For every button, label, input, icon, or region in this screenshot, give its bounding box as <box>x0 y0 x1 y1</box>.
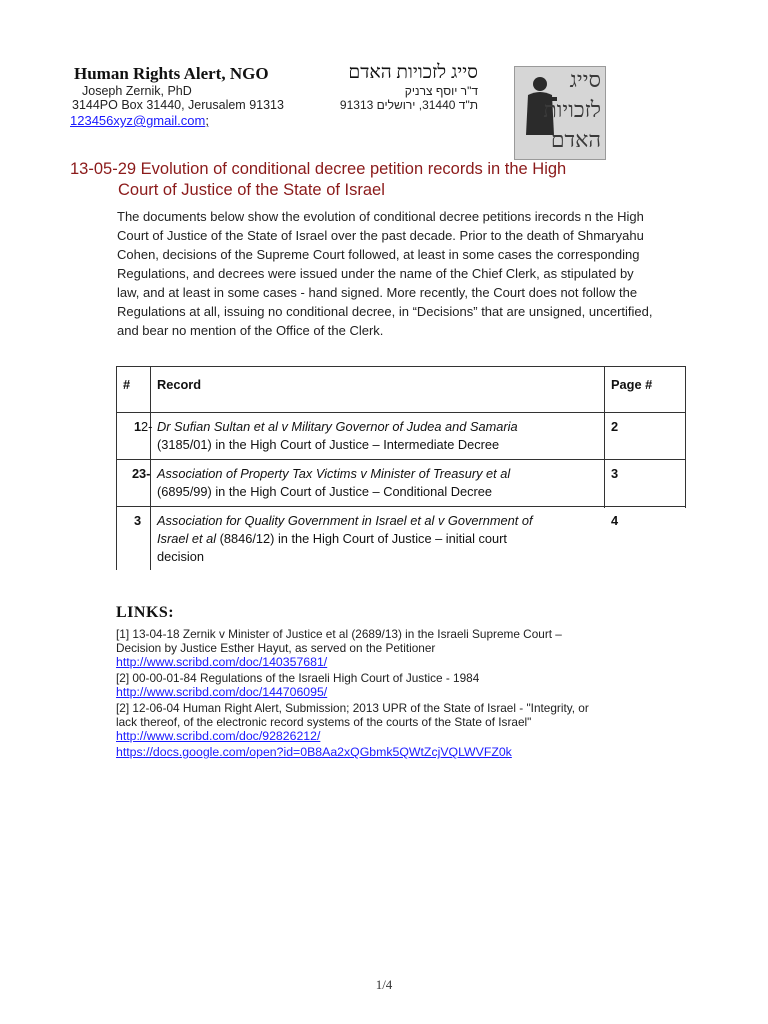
title-line-1: 13-05-29 Evolution of conditional decree petition records in the High <box>70 160 567 178</box>
table-row <box>157 418 597 454</box>
row-1-title: Dr Sufian Sultan et al v Military Governor of Judea and Samaria <box>157 419 518 434</box>
document-title <box>70 159 630 201</box>
col-header-num: # <box>123 377 131 392</box>
org-logo <box>514 66 606 160</box>
logo-line-3: האדם <box>550 128 601 153</box>
author-name-en: Joseph Zernik, PhD <box>82 84 192 98</box>
row-2-detail: (6895/99) in the High Court of Justice – Conditional Decree <box>157 484 493 499</box>
logo-line-2: לזכויות <box>543 98 601 123</box>
col-header-page: Page # <box>611 377 653 392</box>
row-3-detail-line3: decision <box>157 549 204 564</box>
address-en: 3144PO Box 31440, Jerusalem 91313 <box>72 98 284 112</box>
link-3-text-line2: lack thereof, of the electronic record systems of the courts of the State of Israel" <box>116 715 532 729</box>
link-2-url[interactable]: http://www.scribd.com/doc/144706095/ <box>116 685 328 699</box>
email-address[interactable]: 123456xyz@gmail.com <box>70 113 206 128</box>
link-4-url[interactable]: https://docs.google.com/open?id=0B8Aa2xQGbmk5QWtZcjVQLWVFZ0k <box>116 745 512 759</box>
table-row <box>157 512 597 566</box>
table-row <box>157 465 597 501</box>
author-name-he: ד"ר יוסף צרניק <box>404 84 478 98</box>
row-2-overlap: 3- <box>139 466 151 481</box>
intro-paragraph: The documents below show the evolution of conditional decree petitions irecords n the High Court of Justice of the State of Israel over the past decade. Prior to the death of Shmaryahu Cohen, decisions of the Supreme Court followed, at least in some cases the corresponding Regulations, and decrees were issued under the name of the Chief Clerk, as stipulated by law, and at least in some cases - hand signed. More recently, the Court does not follow the Regulations at all, issuing no conditional decree, in “Decisions” that are unsigned, uncertified, and bear no mention of the Office of the Clerk. <box>117 209 653 338</box>
email-link[interactable] <box>70 113 209 128</box>
records-table <box>116 366 686 570</box>
row-2-page: 3 <box>611 466 619 481</box>
links-heading: LINKS: <box>116 604 175 621</box>
row-3-num: 3 <box>134 513 142 528</box>
link-1-url[interactable]: http://www.scribd.com/doc/140357681/ <box>116 655 328 669</box>
row-3-title-line1: Association for Quality Government in Israel et al v Government of <box>157 513 533 528</box>
col-header-record: Record <box>157 377 202 392</box>
link-1-text-line2: Decision by Justice Esther Hayut, as served on the Petitioner <box>116 641 436 655</box>
link-2-text: [2] 00-00-01-84 Regulations of the Israeli High Court of Justice - 1984 <box>116 671 480 685</box>
row-1-page: 2 <box>611 419 619 434</box>
link-1-text-line1: [1] 13-04-18 Zernik v Minister of Justice et al (2689/13) in the Israeli Supreme Court – <box>116 627 562 641</box>
page-number: 1/4 <box>375 977 393 992</box>
row-3-page: 4 <box>611 513 619 528</box>
org-name-he: סייג לזכויות האדם <box>348 62 478 83</box>
link-3-text-line1: [2] 12-06-04 Human Right Alert, Submission; 2013 UPR of the State of Israel - "Integrity, or <box>116 701 589 715</box>
row-1-overlap: 2- <box>141 419 153 434</box>
links-list <box>116 627 656 761</box>
row-3-detail: (8846/12) in the High Court of Justice – initial court <box>216 531 507 546</box>
row-2-num: 2 <box>132 466 140 481</box>
row-1-detail: (3185/01) in the High Court of Justice – Intermediate Decree <box>157 437 500 452</box>
logo-line-1: סייג <box>569 68 601 93</box>
email-suffix: ; <box>205 113 209 128</box>
row-1-num: 1 <box>134 419 142 434</box>
address-he: ת"ד 31440, ירושלים 91313 <box>339 98 478 112</box>
link-3-url[interactable]: http://www.scribd.com/doc/92826212/ <box>116 729 321 743</box>
title-line-2: Court of Justice of the State of Israel <box>118 181 385 199</box>
org-name-en: Human Rights Alert, NGO <box>74 64 269 83</box>
row-3-title-line2: Israel et al <box>157 531 217 546</box>
row-2-title: Association of Property Tax Victims v Minister of Treasury et al <box>157 466 511 481</box>
